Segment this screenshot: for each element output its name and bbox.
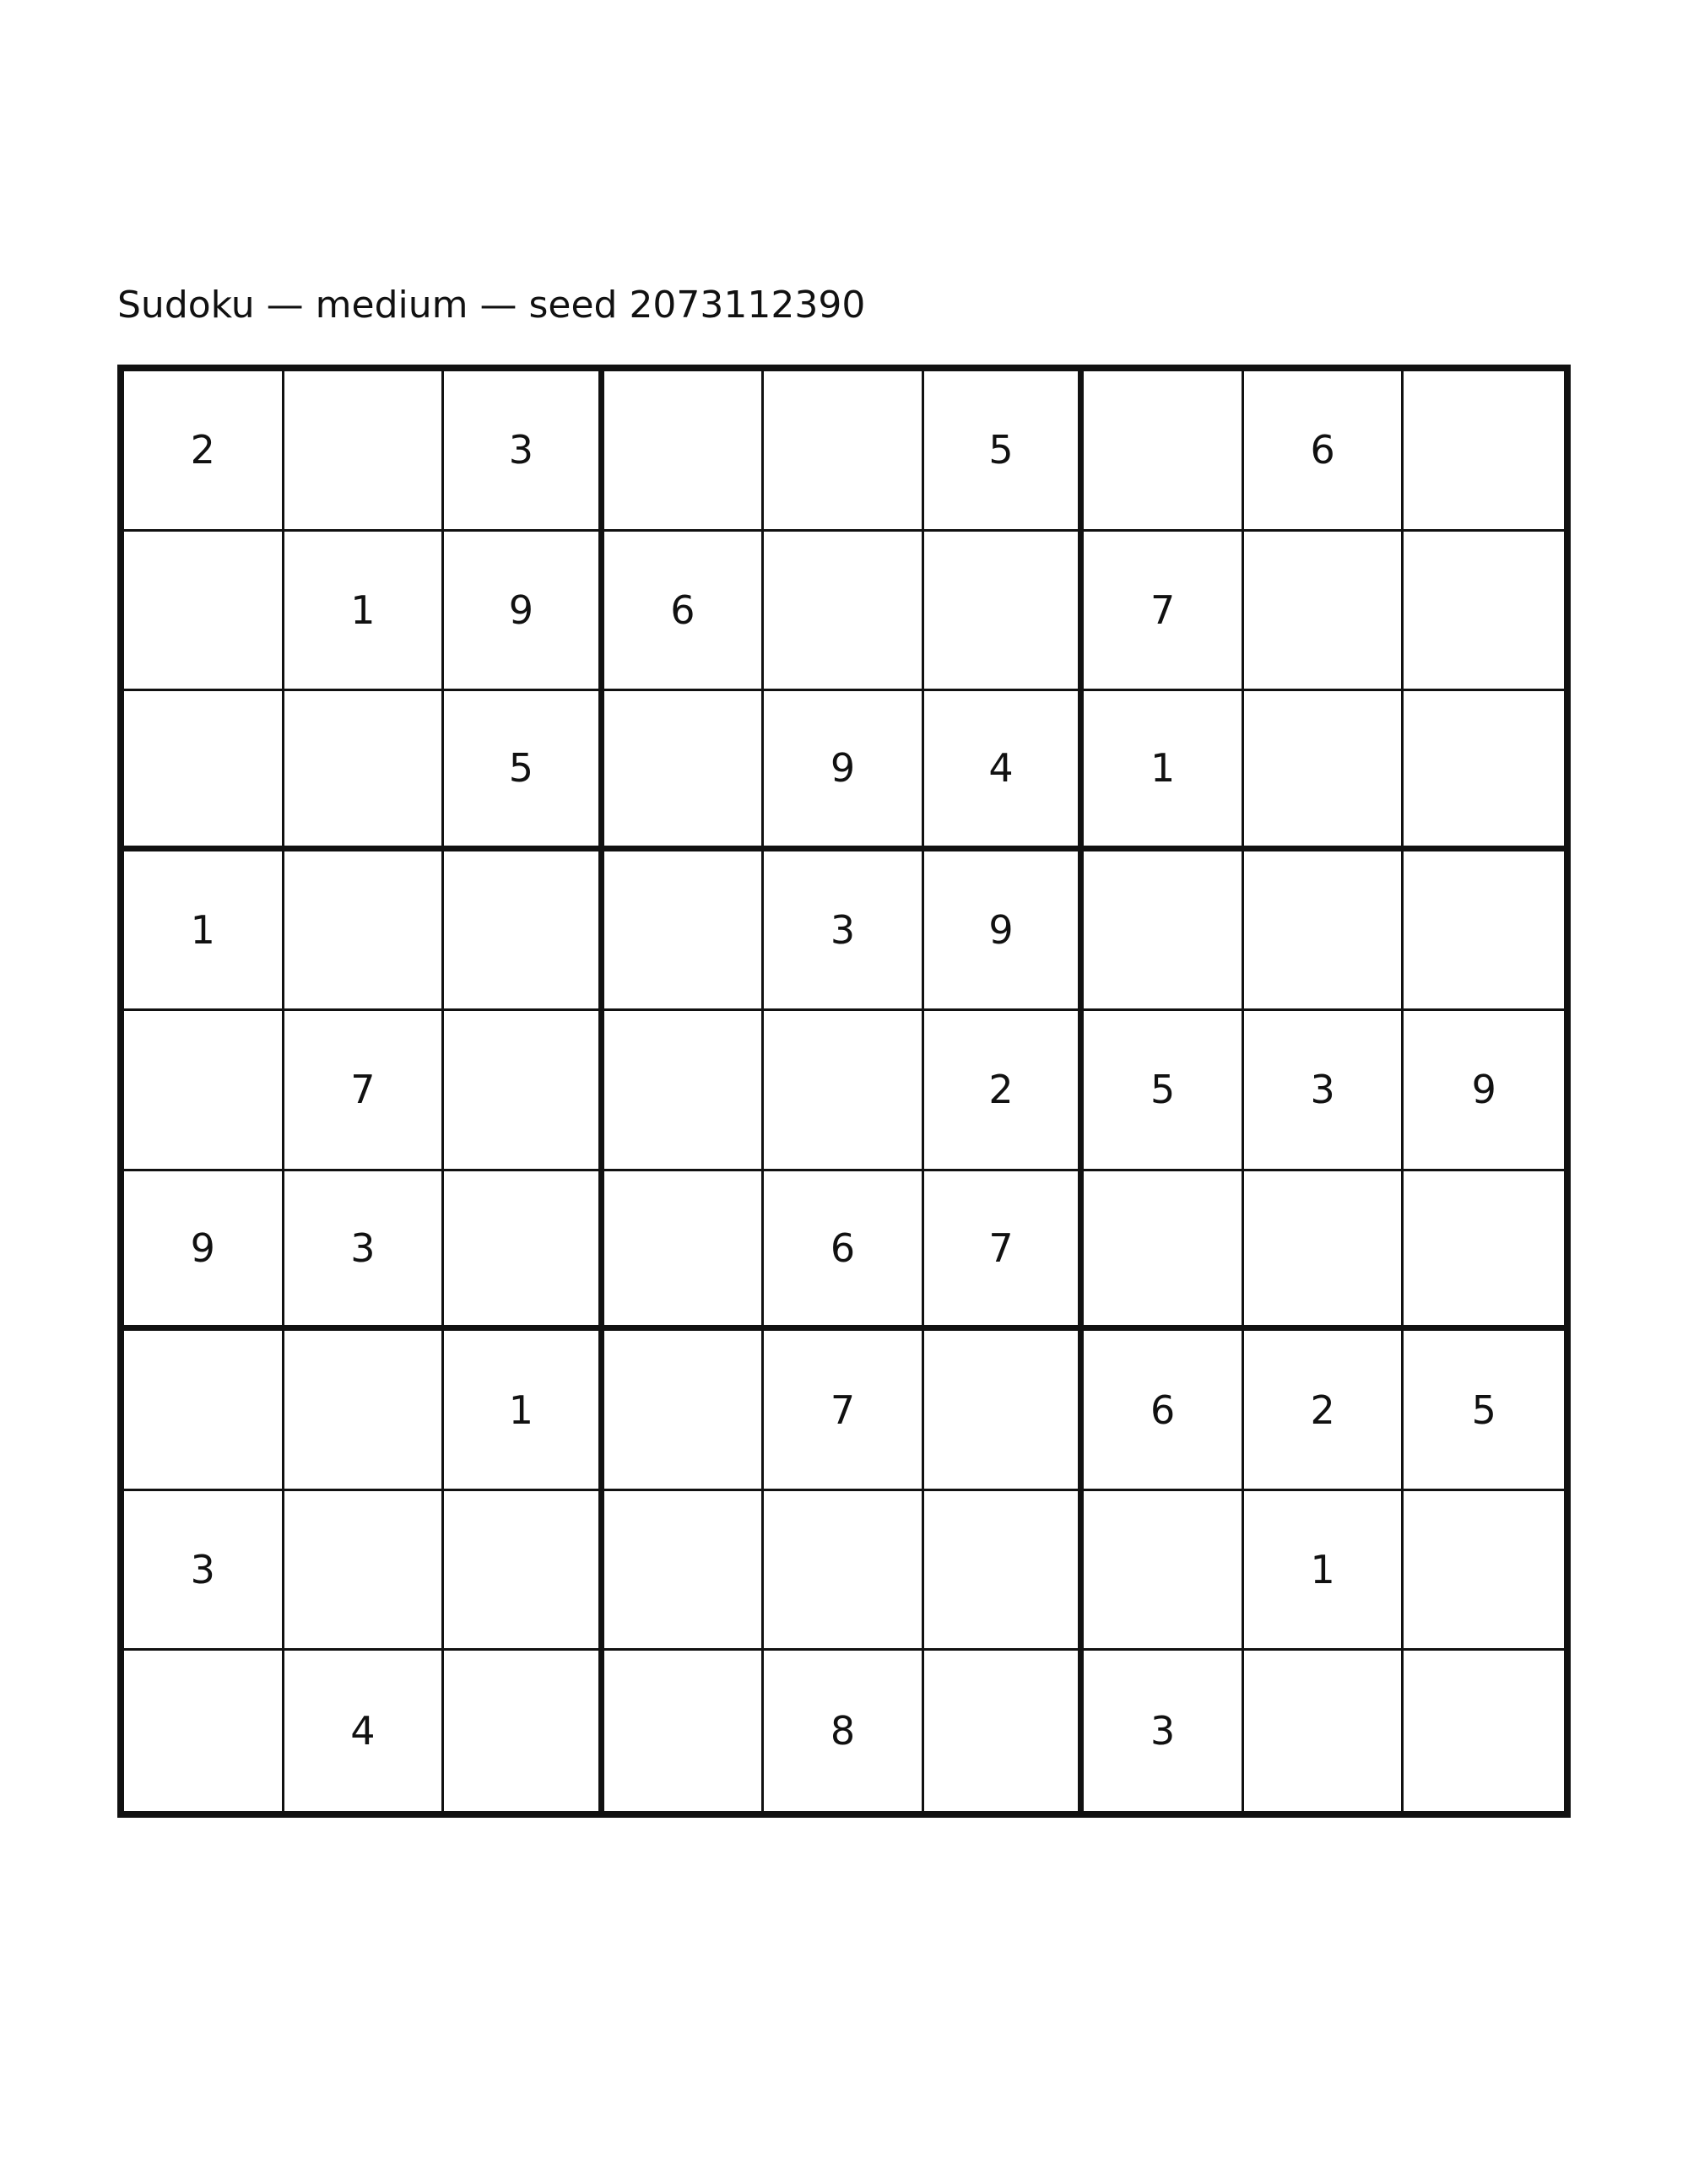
sudoku-cell-r9c7[interactable]: 3 [1084,1651,1244,1811]
sudoku-cell-r3c1[interactable] [124,691,284,851]
sudoku-cell-r9c5[interactable]: 8 [764,1651,924,1811]
sudoku-cell-r5c9[interactable]: 9 [1404,1011,1564,1171]
sudoku-cell-r1c8[interactable]: 6 [1244,371,1404,532]
sudoku-cell-r9c2[interactable]: 4 [284,1651,445,1811]
sudoku-cell-r9c8[interactable] [1244,1651,1404,1811]
sudoku-cell-r3c4[interactable] [604,691,765,851]
sudoku-cell-r7c8[interactable]: 2 [1244,1331,1404,1491]
sudoku-cell-r8c3[interactable] [444,1491,604,1652]
sudoku-cell-r5c3[interactable] [444,1011,604,1171]
sudoku-cell-r7c1[interactable] [124,1331,284,1491]
sudoku-cell-r3c2[interactable] [284,691,445,851]
sudoku-cell-r6c5[interactable]: 6 [764,1171,924,1332]
sudoku-cell-r4c3[interactable] [444,851,604,1012]
sudoku-cell-r4c1[interactable]: 1 [124,851,284,1012]
sudoku-cell-r3c3[interactable]: 5 [444,691,604,851]
sudoku-cell-r4c8[interactable] [1244,851,1404,1012]
sudoku-cell-r6c6[interactable]: 7 [924,1171,1085,1332]
sudoku-cell-r9c1[interactable] [124,1651,284,1811]
sudoku-cell-r4c9[interactable] [1404,851,1564,1012]
sudoku-cell-r6c8[interactable] [1244,1171,1404,1332]
sudoku-cell-r4c2[interactable] [284,851,445,1012]
sudoku-cell-r3c9[interactable] [1404,691,1564,851]
sudoku-cell-r2c1[interactable] [124,532,284,692]
sudoku-cell-r4c6[interactable]: 9 [924,851,1085,1012]
sudoku-cell-r2c6[interactable] [924,532,1085,692]
sudoku-cell-r7c6[interactable] [924,1331,1085,1491]
sudoku-cell-r5c8[interactable]: 3 [1244,1011,1404,1171]
sudoku-cell-r8c8[interactable]: 1 [1244,1491,1404,1652]
sudoku-cell-r3c6[interactable]: 4 [924,691,1085,851]
sudoku-cell-r2c8[interactable] [1244,532,1404,692]
sudoku-cell-r7c2[interactable] [284,1331,445,1491]
sudoku-cell-r9c6[interactable] [924,1651,1085,1811]
sudoku-cell-r3c5[interactable]: 9 [764,691,924,851]
sudoku-cell-r8c9[interactable] [1404,1491,1564,1652]
sudoku-cell-r5c4[interactable] [604,1011,765,1171]
sudoku-cell-r6c1[interactable]: 9 [124,1171,284,1332]
sudoku-cell-r7c4[interactable] [604,1331,765,1491]
sudoku-cell-r7c9[interactable]: 5 [1404,1331,1564,1491]
sudoku-cell-r5c5[interactable] [764,1011,924,1171]
sudoku-cell-r1c4[interactable] [604,371,765,532]
sudoku-cell-r1c5[interactable] [764,371,924,532]
sudoku-cell-r8c7[interactable] [1084,1491,1244,1652]
sudoku-cell-r6c9[interactable] [1404,1171,1564,1332]
sudoku-cell-r9c4[interactable] [604,1651,765,1811]
sudoku-cell-r3c7[interactable]: 1 [1084,691,1244,851]
sudoku-cell-r6c4[interactable] [604,1171,765,1332]
sudoku-cell-r2c5[interactable] [764,532,924,692]
sudoku-cell-r9c9[interactable] [1404,1651,1564,1811]
sudoku-cell-r8c5[interactable] [764,1491,924,1652]
sudoku-cell-r8c2[interactable] [284,1491,445,1652]
sudoku-cell-r3c8[interactable] [1244,691,1404,851]
sudoku-cell-r5c1[interactable] [124,1011,284,1171]
sudoku-cell-r7c3[interactable]: 1 [444,1331,604,1491]
sudoku-cell-r5c2[interactable]: 7 [284,1011,445,1171]
sudoku-cell-r2c7[interactable]: 7 [1084,532,1244,692]
sudoku-cell-r2c4[interactable]: 6 [604,532,765,692]
sudoku-cell-r5c6[interactable]: 2 [924,1011,1085,1171]
sudoku-cell-r8c6[interactable] [924,1491,1085,1652]
sudoku-cell-r6c2[interactable]: 3 [284,1171,445,1332]
sudoku-board [117,365,1571,1818]
sudoku-cell-r6c3[interactable] [444,1171,604,1332]
sudoku-cell-r1c3[interactable]: 3 [444,371,604,532]
sudoku-cell-r9c3[interactable] [444,1651,604,1811]
sudoku-cell-r4c7[interactable] [1084,851,1244,1012]
sudoku-cell-r7c7[interactable]: 6 [1084,1331,1244,1491]
sudoku-cell-r1c9[interactable] [1404,371,1564,532]
sudoku-cell-r1c2[interactable] [284,371,445,532]
sudoku-cell-r1c1[interactable]: 2 [124,371,284,532]
sudoku-cell-r1c7[interactable] [1084,371,1244,532]
sudoku-cell-r2c9[interactable] [1404,532,1564,692]
sudoku-cell-r4c4[interactable] [604,851,765,1012]
sudoku-cell-r4c5[interactable]: 3 [764,851,924,1012]
sudoku-cell-r1c6[interactable]: 5 [924,371,1085,532]
sudoku-cell-r5c7[interactable]: 5 [1084,1011,1244,1171]
sudoku-cell-r8c1[interactable]: 3 [124,1491,284,1652]
sudoku-cell-r8c4[interactable] [604,1491,765,1652]
puzzle-title: Sudoku — medium — seed 2073112390 [117,284,866,327]
sudoku-cell-r2c3[interactable]: 9 [444,532,604,692]
sudoku-cell-r7c5[interactable]: 7 [764,1331,924,1491]
sudoku-cell-r6c7[interactable] [1084,1171,1244,1332]
sudoku-cell-r2c2[interactable]: 1 [284,532,445,692]
